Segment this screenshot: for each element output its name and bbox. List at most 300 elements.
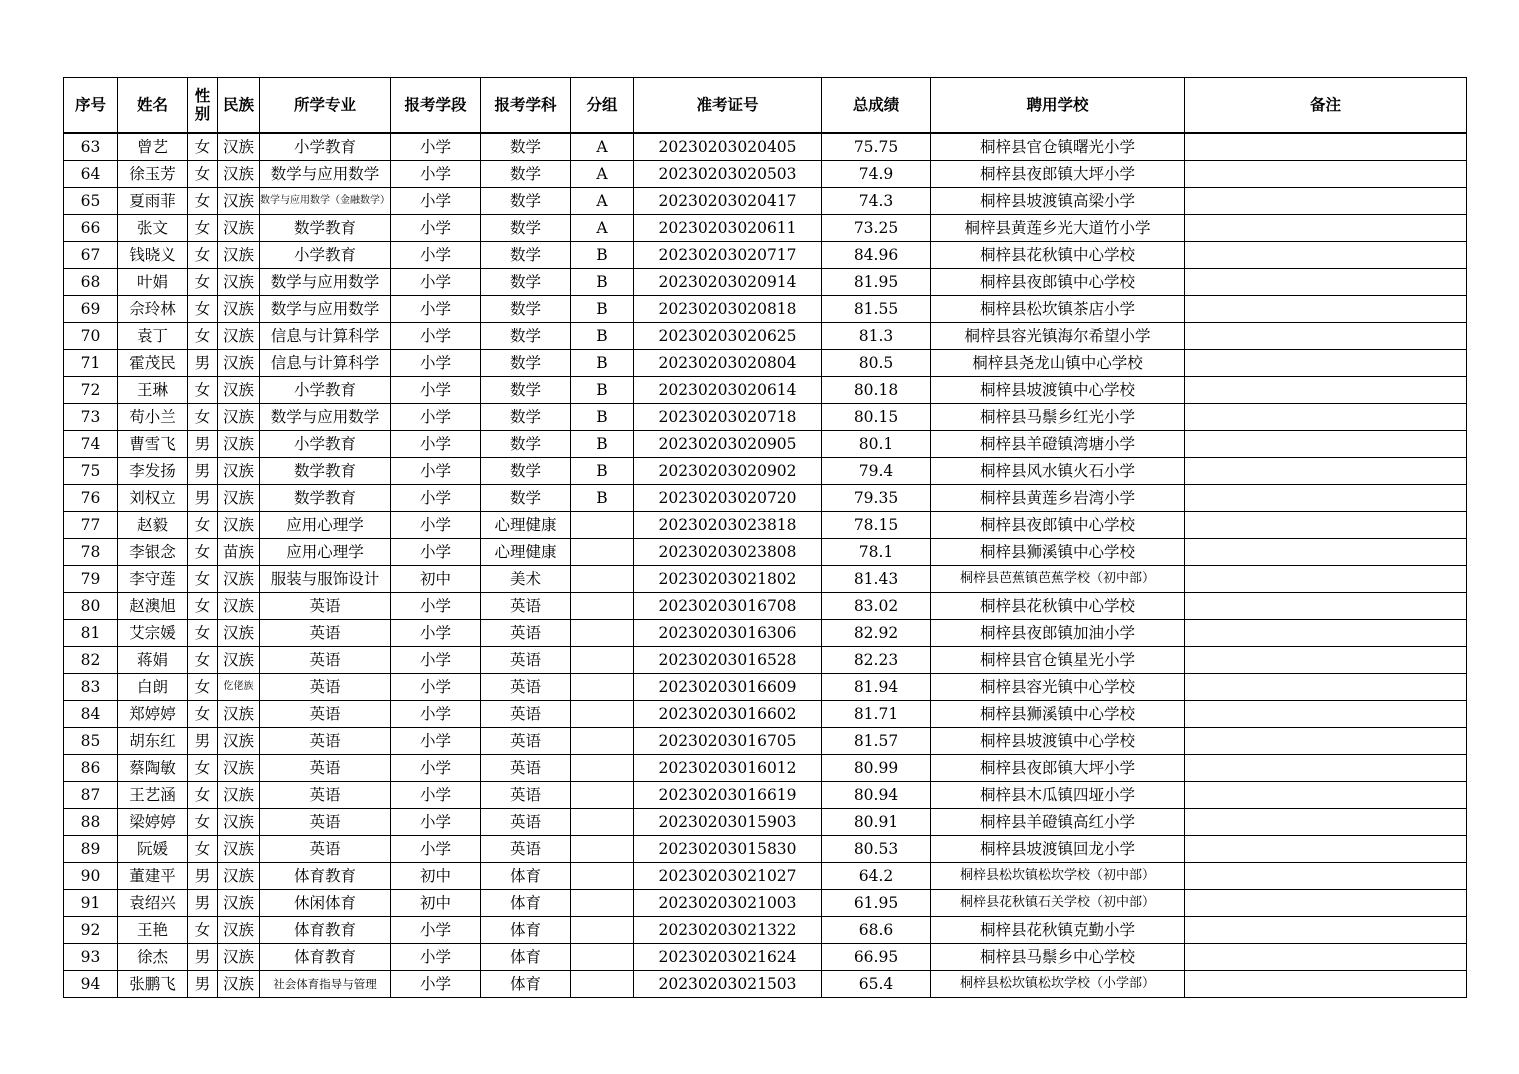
table-row (64, 890, 1467, 917)
exam-id-cell: 20230203021027 (634, 863, 822, 890)
name-cell: 曹雪飞 (118, 431, 188, 458)
group-cell: B (571, 269, 634, 296)
group-cell: A (571, 215, 634, 242)
subject-cell: 数学 (481, 242, 571, 269)
gender-cell: 女 (188, 161, 218, 188)
name-cell: 钱晓义 (118, 242, 188, 269)
major-cell: 数学教育 (260, 458, 391, 485)
subject-cell: 英语 (481, 701, 571, 728)
ethnicity-cell: 汉族 (218, 269, 260, 296)
group-cell (571, 890, 634, 917)
table-row (64, 836, 1467, 863)
stage-cell: 初中 (391, 863, 481, 890)
gender-cell: 女 (188, 620, 218, 647)
name-cell: 苟小兰 (118, 404, 188, 431)
header-row (64, 78, 1467, 134)
subject-cell: 数学 (481, 350, 571, 377)
major-cell: 信息与计算科学 (260, 350, 391, 377)
remarks-cell (1185, 917, 1467, 944)
name-cell: 叶娟 (118, 269, 188, 296)
stage-cell: 小学 (391, 377, 481, 404)
exam-id-cell: 20230203020625 (634, 323, 822, 350)
table-row (64, 593, 1467, 620)
score-cell: 73.25 (822, 215, 931, 242)
gender-cell: 男 (188, 458, 218, 485)
group-cell (571, 836, 634, 863)
subject-cell: 英语 (481, 836, 571, 863)
remarks-cell (1185, 944, 1467, 971)
exam-id-cell: 20230203020417 (634, 188, 822, 215)
name-cell: 夏雨菲 (118, 188, 188, 215)
exam-id-cell: 20230203020611 (634, 215, 822, 242)
group-cell (571, 593, 634, 620)
ethnicity-cell: 汉族 (218, 323, 260, 350)
score-cell: 83.02 (822, 593, 931, 620)
stage-cell: 小学 (391, 242, 481, 269)
exam-id-cell: 20230203020718 (634, 404, 822, 431)
subject-cell: 美术 (481, 566, 571, 593)
ethnicity-cell: 汉族 (218, 188, 260, 215)
group-cell: B (571, 431, 634, 458)
group-cell: B (571, 350, 634, 377)
name-cell: 王艺涵 (118, 782, 188, 809)
stage-cell: 小学 (391, 458, 481, 485)
seq-cell: 81 (64, 620, 118, 647)
stage-cell: 小学 (391, 161, 481, 188)
subject-cell: 数学 (481, 458, 571, 485)
subject-cell: 英语 (481, 782, 571, 809)
name-cell: 袁丁 (118, 323, 188, 350)
exam-id-cell: 20230203016609 (634, 674, 822, 701)
subject-cell: 心理健康 (481, 512, 571, 539)
stage-cell: 小学 (391, 323, 481, 350)
remarks-cell (1185, 242, 1467, 269)
gender-cell: 男 (188, 863, 218, 890)
remarks-cell (1185, 215, 1467, 242)
group-cell: A (571, 188, 634, 215)
exam-id-cell: 20230203016528 (634, 647, 822, 674)
seq-cell: 88 (64, 809, 118, 836)
remarks-cell (1185, 782, 1467, 809)
school-cell: 桐梓县松坎镇茶店小学 (931, 296, 1185, 323)
ethnicity-cell: 汉族 (218, 755, 260, 782)
group-cell (571, 539, 634, 566)
exam-id-cell: 20230203020405 (634, 133, 822, 161)
major-cell: 小学教育 (260, 133, 391, 161)
table-body (64, 133, 1467, 998)
seq-cell: 84 (64, 701, 118, 728)
group-cell (571, 782, 634, 809)
header-school: 聘用学校 (931, 78, 1185, 134)
major-cell: 小学教育 (260, 431, 391, 458)
score-cell: 81.43 (822, 566, 931, 593)
subject-cell: 心理健康 (481, 539, 571, 566)
school-cell: 桐梓县官仓镇曙光小学 (931, 133, 1185, 161)
name-cell: 梁婷婷 (118, 809, 188, 836)
gender-cell: 女 (188, 809, 218, 836)
group-cell (571, 863, 634, 890)
table-row (64, 674, 1467, 701)
score-cell: 80.91 (822, 809, 931, 836)
table-row (64, 269, 1467, 296)
gender-cell: 女 (188, 242, 218, 269)
score-cell: 80.18 (822, 377, 931, 404)
group-cell (571, 674, 634, 701)
school-cell: 桐梓县狮溪镇中心学校 (931, 701, 1185, 728)
gender-cell: 女 (188, 188, 218, 215)
name-cell: 佘玲林 (118, 296, 188, 323)
exam-id-cell: 20230203016619 (634, 782, 822, 809)
ethnicity-cell: 汉族 (218, 350, 260, 377)
stage-cell: 小学 (391, 782, 481, 809)
group-cell: B (571, 323, 634, 350)
remarks-cell (1185, 188, 1467, 215)
gender-cell: 男 (188, 890, 218, 917)
score-cell: 80.94 (822, 782, 931, 809)
major-cell: 英语 (260, 728, 391, 755)
table-row (64, 701, 1467, 728)
stage-cell: 小学 (391, 431, 481, 458)
group-cell (571, 701, 634, 728)
ethnicity-cell: 汉族 (218, 485, 260, 512)
table-row (64, 242, 1467, 269)
major-cell: 英语 (260, 836, 391, 863)
stage-cell: 小学 (391, 539, 481, 566)
name-cell: 艾宗媛 (118, 620, 188, 647)
seq-cell: 63 (64, 133, 118, 161)
major-cell: 信息与计算科学 (260, 323, 391, 350)
seq-cell: 93 (64, 944, 118, 971)
stage-cell: 小学 (391, 944, 481, 971)
table-row (64, 188, 1467, 215)
table-row (64, 377, 1467, 404)
school-cell: 桐梓县容光镇中心学校 (931, 674, 1185, 701)
group-cell: B (571, 242, 634, 269)
header-remarks: 备注 (1185, 78, 1467, 134)
table-row (64, 620, 1467, 647)
table-row (64, 296, 1467, 323)
score-cell: 61.95 (822, 890, 931, 917)
major-cell: 英语 (260, 782, 391, 809)
ethnicity-cell: 汉族 (218, 431, 260, 458)
header-name: 姓名 (118, 78, 188, 134)
remarks-cell (1185, 404, 1467, 431)
gender-cell: 男 (188, 971, 218, 998)
name-cell: 曾艺 (118, 133, 188, 161)
school-cell: 桐梓县马鬃乡红光小学 (931, 404, 1185, 431)
group-cell (571, 917, 634, 944)
school-cell: 桐梓县松坎镇松坎学校（初中部） (931, 863, 1185, 890)
name-cell: 白朗 (118, 674, 188, 701)
school-cell: 桐梓县黄莲乡岩湾小学 (931, 485, 1185, 512)
remarks-cell (1185, 647, 1467, 674)
score-cell: 68.6 (822, 917, 931, 944)
subject-cell: 数学 (481, 133, 571, 161)
name-cell: 李守莲 (118, 566, 188, 593)
exam-id-cell: 20230203023818 (634, 512, 822, 539)
table-row (64, 458, 1467, 485)
major-cell: 英语 (260, 755, 391, 782)
seq-cell: 68 (64, 269, 118, 296)
gender-cell: 女 (188, 404, 218, 431)
ethnicity-cell: 汉族 (218, 647, 260, 674)
subject-cell: 数学 (481, 323, 571, 350)
subject-cell: 英语 (481, 593, 571, 620)
subject-cell: 英语 (481, 755, 571, 782)
stage-cell: 小学 (391, 485, 481, 512)
exam-id-cell: 20230203021503 (634, 971, 822, 998)
table-row (64, 566, 1467, 593)
subject-cell: 数学 (481, 296, 571, 323)
remarks-cell (1185, 674, 1467, 701)
remarks-cell (1185, 566, 1467, 593)
seq-cell: 78 (64, 539, 118, 566)
stage-cell: 小学 (391, 620, 481, 647)
header-major: 所学专业 (260, 78, 391, 134)
score-cell: 80.53 (822, 836, 931, 863)
gender-cell: 女 (188, 323, 218, 350)
seq-cell: 87 (64, 782, 118, 809)
seq-cell: 70 (64, 323, 118, 350)
exam-id-cell: 20230203020804 (634, 350, 822, 377)
stage-cell: 小学 (391, 701, 481, 728)
ethnicity-cell: 汉族 (218, 566, 260, 593)
gender-cell: 女 (188, 296, 218, 323)
remarks-cell (1185, 485, 1467, 512)
exam-id-cell: 20230203016708 (634, 593, 822, 620)
seq-cell: 69 (64, 296, 118, 323)
exam-id-cell: 20230203020902 (634, 458, 822, 485)
name-cell: 霍茂民 (118, 350, 188, 377)
gender-cell: 女 (188, 133, 218, 161)
stage-cell: 小学 (391, 728, 481, 755)
name-cell: 赵澳旭 (118, 593, 188, 620)
exam-id-cell: 20230203020914 (634, 269, 822, 296)
name-cell: 刘权立 (118, 485, 188, 512)
group-cell (571, 512, 634, 539)
school-cell: 桐梓县黄莲乡光大道竹小学 (931, 215, 1185, 242)
remarks-cell (1185, 620, 1467, 647)
table-row (64, 485, 1467, 512)
remarks-cell (1185, 971, 1467, 998)
exam-id-cell: 20230203016602 (634, 701, 822, 728)
gender-cell: 女 (188, 539, 218, 566)
exam-id-cell: 20230203021322 (634, 917, 822, 944)
remarks-cell (1185, 161, 1467, 188)
seq-cell: 67 (64, 242, 118, 269)
major-cell: 英语 (260, 647, 391, 674)
major-cell: 英语 (260, 593, 391, 620)
seq-cell: 91 (64, 890, 118, 917)
ethnicity-cell: 汉族 (218, 620, 260, 647)
subject-cell: 数学 (481, 269, 571, 296)
table-row (64, 647, 1467, 674)
major-cell: 数学教育 (260, 485, 391, 512)
score-cell: 81.71 (822, 701, 931, 728)
gender-cell: 女 (188, 215, 218, 242)
name-cell: 张文 (118, 215, 188, 242)
gender-cell: 女 (188, 647, 218, 674)
seq-cell: 89 (64, 836, 118, 863)
seq-cell: 86 (64, 755, 118, 782)
major-cell: 数学与应用数学 (260, 404, 391, 431)
gender-cell: 女 (188, 593, 218, 620)
table-row (64, 971, 1467, 998)
ethnicity-cell: 汉族 (218, 728, 260, 755)
table-row (64, 863, 1467, 890)
header-seq: 序号 (64, 78, 118, 134)
score-cell: 81.57 (822, 728, 931, 755)
seq-cell: 77 (64, 512, 118, 539)
seq-cell: 82 (64, 647, 118, 674)
name-cell: 王艳 (118, 917, 188, 944)
ethnicity-cell: 汉族 (218, 782, 260, 809)
score-cell: 82.92 (822, 620, 931, 647)
score-cell: 84.96 (822, 242, 931, 269)
school-cell: 桐梓县坡渡镇中心学校 (931, 728, 1185, 755)
name-cell: 蒋娟 (118, 647, 188, 674)
ethnicity-cell: 汉族 (218, 944, 260, 971)
remarks-cell (1185, 296, 1467, 323)
gender-cell: 男 (188, 431, 218, 458)
school-cell: 桐梓县狮溪镇中心学校 (931, 539, 1185, 566)
stage-cell: 初中 (391, 890, 481, 917)
seq-cell: 71 (64, 350, 118, 377)
major-cell: 体育教育 (260, 917, 391, 944)
name-cell: 王琳 (118, 377, 188, 404)
major-cell: 休闲体育 (260, 890, 391, 917)
name-cell: 李银念 (118, 539, 188, 566)
name-cell: 董建平 (118, 863, 188, 890)
subject-cell: 英语 (481, 674, 571, 701)
remarks-cell (1185, 458, 1467, 485)
exam-id-cell: 20230203020614 (634, 377, 822, 404)
ethnicity-cell: 汉族 (218, 890, 260, 917)
major-cell: 英语 (260, 620, 391, 647)
table-row (64, 539, 1467, 566)
header-stage: 报考学段 (391, 78, 481, 134)
table-row (64, 782, 1467, 809)
subject-cell: 体育 (481, 971, 571, 998)
score-cell: 65.4 (822, 971, 931, 998)
remarks-cell (1185, 593, 1467, 620)
score-cell: 80.99 (822, 755, 931, 782)
gender-cell: 女 (188, 512, 218, 539)
table-row (64, 215, 1467, 242)
group-cell: B (571, 296, 634, 323)
stage-cell: 小学 (391, 647, 481, 674)
exam-id-cell: 20230203021624 (634, 944, 822, 971)
remarks-cell (1185, 323, 1467, 350)
score-cell: 75.75 (822, 133, 931, 161)
major-cell: 英语 (260, 701, 391, 728)
seq-cell: 76 (64, 485, 118, 512)
stage-cell: 小学 (391, 215, 481, 242)
group-cell: A (571, 161, 634, 188)
gender-cell: 女 (188, 377, 218, 404)
subject-cell: 数学 (481, 215, 571, 242)
exam-id-cell: 20230203023808 (634, 539, 822, 566)
header-exam-id: 准考证号 (634, 78, 822, 134)
subject-cell: 体育 (481, 917, 571, 944)
score-cell: 64.2 (822, 863, 931, 890)
ethnicity-cell: 汉族 (218, 133, 260, 161)
gender-cell: 女 (188, 755, 218, 782)
name-cell: 郑婷婷 (118, 701, 188, 728)
school-cell: 桐梓县夜郎镇加油小学 (931, 620, 1185, 647)
ethnicity-cell: 汉族 (218, 809, 260, 836)
stage-cell: 小学 (391, 512, 481, 539)
seq-cell: 92 (64, 917, 118, 944)
stage-cell: 小学 (391, 809, 481, 836)
table-row (64, 512, 1467, 539)
school-cell: 桐梓县容光镇海尔希望小学 (931, 323, 1185, 350)
exam-id-cell: 20230203020818 (634, 296, 822, 323)
subject-cell: 英语 (481, 620, 571, 647)
score-cell: 81.3 (822, 323, 931, 350)
header-group: 分组 (571, 78, 634, 134)
remarks-cell (1185, 350, 1467, 377)
school-cell: 桐梓县花秋镇石关学校（初中部） (931, 890, 1185, 917)
gender-cell: 男 (188, 728, 218, 755)
name-cell: 张鹏飞 (118, 971, 188, 998)
ethnicity-cell: 汉族 (218, 917, 260, 944)
gender-cell: 男 (188, 485, 218, 512)
remarks-cell (1185, 269, 1467, 296)
stage-cell: 小学 (391, 755, 481, 782)
school-cell: 桐梓县芭蕉镇芭蕉学校（初中部） (931, 566, 1185, 593)
major-cell: 数学与应用数学（金融数学） (260, 188, 391, 215)
remarks-cell (1185, 728, 1467, 755)
seq-cell: 74 (64, 431, 118, 458)
gender-cell: 女 (188, 269, 218, 296)
ethnicity-cell: 汉族 (218, 161, 260, 188)
subject-cell: 英语 (481, 647, 571, 674)
school-cell: 桐梓县尧龙山镇中心学校 (931, 350, 1185, 377)
major-cell: 数学与应用数学 (260, 161, 391, 188)
group-cell (571, 566, 634, 593)
seq-cell: 64 (64, 161, 118, 188)
major-cell: 服装与服饰设计 (260, 566, 391, 593)
exam-id-cell: 20230203021003 (634, 890, 822, 917)
subject-cell: 体育 (481, 944, 571, 971)
remarks-cell (1185, 539, 1467, 566)
ethnicity-cell: 汉族 (218, 458, 260, 485)
subject-cell: 数学 (481, 431, 571, 458)
group-cell (571, 647, 634, 674)
header-score: 总成绩 (822, 78, 931, 134)
score-cell: 79.35 (822, 485, 931, 512)
subject-cell: 数学 (481, 188, 571, 215)
school-cell: 桐梓县松坎镇松坎学校（小学部） (931, 971, 1185, 998)
ethnicity-cell: 汉族 (218, 512, 260, 539)
score-cell: 80.15 (822, 404, 931, 431)
gender-cell: 男 (188, 944, 218, 971)
group-cell (571, 944, 634, 971)
stage-cell: 小学 (391, 404, 481, 431)
score-cell: 74.9 (822, 161, 931, 188)
gender-cell: 女 (188, 674, 218, 701)
header-gender-label: 性别 (194, 87, 211, 123)
remarks-cell (1185, 133, 1467, 161)
ethnicity-cell: 汉族 (218, 377, 260, 404)
major-cell: 小学教育 (260, 377, 391, 404)
stage-cell: 小学 (391, 133, 481, 161)
score-cell: 66.95 (822, 944, 931, 971)
seq-cell: 65 (64, 188, 118, 215)
table-row (64, 161, 1467, 188)
group-cell: B (571, 377, 634, 404)
